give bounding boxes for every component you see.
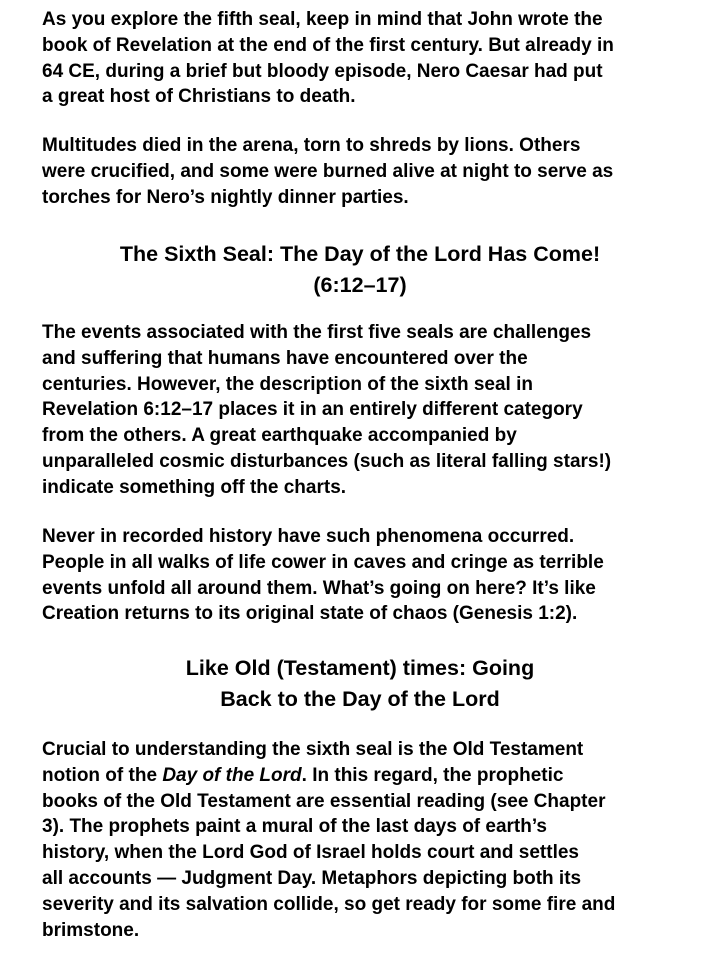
heading-line: (6:12–17): [313, 273, 407, 297]
text-line: events unfold all around them. What’s going on here? It’s like: [42, 577, 596, 599]
text-line: and suffering that humans have encountered over the: [42, 347, 528, 369]
paragraph-phenomena: [42, 524, 692, 627]
paragraph-fifth-seal-context: [42, 7, 692, 110]
text-line: The events associated with the first five seals are challenges: [42, 322, 592, 343]
text-line: 64 CE, during a brief but bloody episode, Nero Caesar had put: [42, 60, 603, 82]
text-line: torches for Nero’s nightly dinner parties.: [42, 186, 409, 208]
text-line: were crucified, and some were burned alive at night to serve as: [42, 160, 614, 182]
paragraph-multitudes: [42, 133, 692, 210]
text-line: Revelation 6:12–17 places it in an entirely different category: [42, 399, 583, 421]
text-line: Multitudes died in the arena, torn to shreds by lions. Others: [42, 135, 581, 156]
text-line: unparalleled cosmic disturbances (such as literal falling stars!): [42, 450, 612, 472]
text-line: People in all walks of life cower in caves and cringe as terrible: [42, 551, 604, 573]
text-line: history, when the Lord God of Israel holds court and settles: [42, 842, 579, 864]
section-heading-sixth-seal: [0, 239, 720, 301]
paragraph-day-of-the-lord: [42, 737, 692, 943]
text-line: brimstone.: [42, 919, 140, 941]
text-line: a great host of Christians to death.: [42, 86, 356, 108]
text-line: centuries. However, the description of the sixth seal in: [42, 373, 533, 395]
text-line: indicate something off the charts.: [42, 476, 347, 498]
text-line: As you explore the fifth seal, keep in mind that John wrote the: [42, 9, 603, 30]
text-line: books of the Old Testament are essential reading (see Chapter: [42, 790, 606, 812]
paragraph-sixth-seal-events: [42, 320, 692, 501]
text-line: severity and its salvation collide, so get ready for some fire and: [42, 893, 616, 915]
heading-line: Back to the Day of the Lord: [220, 687, 500, 711]
heading-line: Like Old (Testament) times: Going: [185, 656, 535, 680]
text-fragment: . In this regard, the prophetic: [301, 764, 564, 786]
emphasis-day-of-the-lord: Day of the Lord: [162, 764, 302, 786]
text-line: 3). The prophets paint a mural of the last days of earth’s: [42, 816, 548, 838]
text-fragment: notion of the: [42, 764, 163, 786]
text-line: [42, 763, 692, 789]
text-line: Crucial to understanding the sixth seal is the Old Testament: [42, 739, 584, 760]
text-line: Never in recorded history have such phenomena occurred.: [42, 526, 575, 547]
text-line: from the others. A great earthquake accompanied by: [42, 425, 517, 447]
text-line: Creation returns to its original state of chaos (Genesis 1:2).: [42, 603, 578, 625]
heading-line: The Sixth Seal: The Day of the Lord Has Come!: [119, 242, 601, 266]
text-line: all accounts — Judgment Day. Metaphors depicting both its: [42, 867, 582, 889]
section-heading-day-of-the-lord: [0, 653, 720, 715]
text-line: book of Revelation at the end of the first century. But already in: [42, 34, 614, 56]
